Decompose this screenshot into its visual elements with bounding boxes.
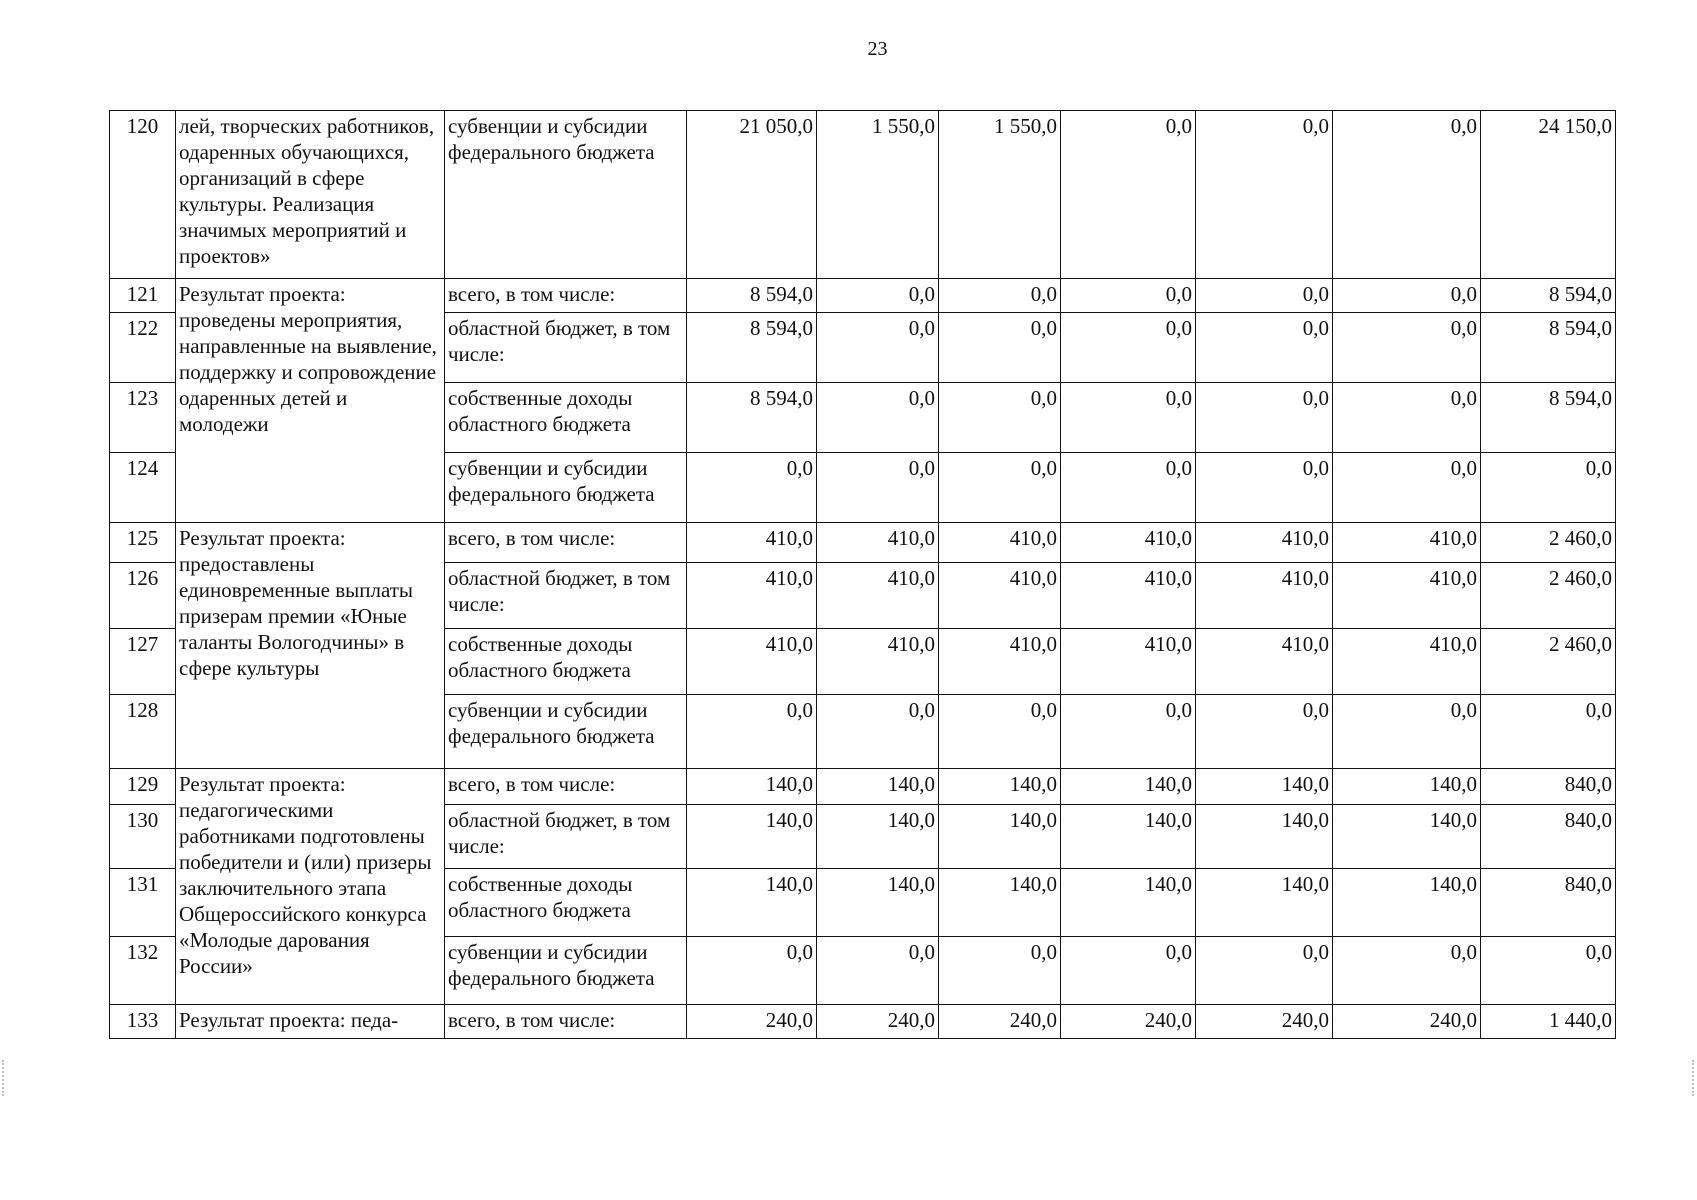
year-value: 0,0 [1196, 313, 1333, 383]
year-value: 0,0 [1196, 695, 1333, 769]
year-value: 410,0 [939, 629, 1061, 695]
year-value: 0,0 [1196, 453, 1333, 523]
year-value: 0,0 [1333, 279, 1481, 313]
year-value: 140,0 [1061, 769, 1196, 805]
year-value: 0,0 [1333, 937, 1481, 1005]
year-value: 140,0 [1196, 869, 1333, 937]
year-value: 410,0 [1061, 629, 1196, 695]
year-value: 0,0 [939, 313, 1061, 383]
year-value: 140,0 [1061, 805, 1196, 869]
total-value: 0,0 [1481, 695, 1616, 769]
year-value: 140,0 [817, 769, 939, 805]
year-value: 0,0 [1061, 453, 1196, 523]
total-value: 8 594,0 [1481, 279, 1616, 313]
year-value: 0,0 [1333, 313, 1481, 383]
row-number: 126 [110, 563, 176, 629]
row-number: 125 [110, 523, 176, 563]
year-value: 0,0 [817, 383, 939, 453]
year-value: 240,0 [1196, 1005, 1333, 1039]
year-value: 0,0 [817, 937, 939, 1005]
total-value: 0,0 [1481, 937, 1616, 1005]
row-number: 122 [110, 313, 176, 383]
year-value: 0,0 [1061, 695, 1196, 769]
year-value: 140,0 [939, 769, 1061, 805]
year-value: 0,0 [1333, 453, 1481, 523]
year-value: 410,0 [939, 563, 1061, 629]
year-value: 240,0 [817, 1005, 939, 1039]
year-value: 0,0 [1061, 937, 1196, 1005]
year-value: 140,0 [687, 869, 817, 937]
year-value: 140,0 [1333, 805, 1481, 869]
total-value: 840,0 [1481, 769, 1616, 805]
funding-source: субвенции и субсидии федерального бюджета [445, 937, 687, 1005]
year-value: 410,0 [817, 629, 939, 695]
year-value: 0,0 [939, 383, 1061, 453]
total-value: 8 594,0 [1481, 313, 1616, 383]
funding-source: субвенции и субсидии федерального бюджета [445, 453, 687, 523]
year-value: 410,0 [1196, 523, 1333, 563]
year-value: 410,0 [687, 523, 817, 563]
total-value: 24 150,0 [1481, 111, 1616, 279]
project-description: лей, творческих работников, одаренных обучающихся, организаций в сфере культуры. Реализация значимых мероприятий и проектов» [176, 111, 445, 279]
year-value: 8 594,0 [687, 279, 817, 313]
total-value: 2 460,0 [1481, 563, 1616, 629]
project-description: Результат проекта: проведены мероприятия, направленные на выявление, поддержку и сопровождение одаренных детей и молодежи [176, 279, 445, 523]
scan-mark-right [1692, 1060, 1696, 1096]
table-row [110, 111, 1616, 279]
table-row [110, 1005, 1616, 1039]
total-value: 840,0 [1481, 805, 1616, 869]
total-value: 2 460,0 [1481, 523, 1616, 563]
year-value: 140,0 [1196, 769, 1333, 805]
row-number: 128 [110, 695, 176, 769]
funding-source: всего, в том числе: [445, 1005, 687, 1039]
year-value: 140,0 [1196, 805, 1333, 869]
year-value: 0,0 [817, 453, 939, 523]
year-value: 410,0 [817, 563, 939, 629]
row-number: 124 [110, 453, 176, 523]
year-value: 0,0 [1196, 111, 1333, 279]
year-value: 410,0 [1061, 563, 1196, 629]
row-number: 133 [110, 1005, 176, 1039]
year-value: 410,0 [1333, 629, 1481, 695]
year-value: 140,0 [817, 805, 939, 869]
funding-source: собственные доходы областного бюджета [445, 869, 687, 937]
year-value: 0,0 [1061, 111, 1196, 279]
row-number: 131 [110, 869, 176, 937]
year-value: 0,0 [687, 937, 817, 1005]
year-value: 410,0 [1333, 523, 1481, 563]
funding-source: всего, в том числе: [445, 523, 687, 563]
year-value: 8 594,0 [687, 383, 817, 453]
row-number: 129 [110, 769, 176, 805]
year-value: 410,0 [817, 523, 939, 563]
budget-table [109, 110, 1616, 1039]
row-number: 121 [110, 279, 176, 313]
total-value: 0,0 [1481, 453, 1616, 523]
row-number: 120 [110, 111, 176, 279]
funding-source: собственные доходы областного бюджета [445, 383, 687, 453]
year-value: 140,0 [939, 805, 1061, 869]
year-value: 0,0 [1061, 279, 1196, 313]
year-value: 0,0 [1196, 279, 1333, 313]
year-value: 0,0 [939, 695, 1061, 769]
table-row [110, 523, 1616, 563]
project-description: Результат проекта: педа- [176, 1005, 445, 1039]
funding-source: всего, в том числе: [445, 279, 687, 313]
row-number: 123 [110, 383, 176, 453]
funding-source: областной бюджет, в том числе: [445, 805, 687, 869]
year-value: 0,0 [687, 453, 817, 523]
year-value: 0,0 [817, 695, 939, 769]
year-value: 410,0 [687, 629, 817, 695]
year-value: 21 050,0 [687, 111, 817, 279]
year-value: 0,0 [1061, 313, 1196, 383]
year-value: 140,0 [1333, 769, 1481, 805]
year-value: 0,0 [1333, 695, 1481, 769]
year-value: 410,0 [1061, 523, 1196, 563]
year-value: 1 550,0 [817, 111, 939, 279]
total-value: 2 460,0 [1481, 629, 1616, 695]
funding-source: субвенции и субсидии федерального бюджета [445, 111, 687, 279]
funding-source: субвенции и субсидии федерального бюджета [445, 695, 687, 769]
funding-source: всего, в том числе: [445, 769, 687, 805]
year-value: 1 550,0 [939, 111, 1061, 279]
year-value: 0,0 [817, 313, 939, 383]
year-value: 140,0 [939, 869, 1061, 937]
year-value: 410,0 [687, 563, 817, 629]
year-value: 0,0 [1333, 383, 1481, 453]
year-value: 140,0 [1061, 869, 1196, 937]
year-value: 0,0 [817, 279, 939, 313]
project-description: Результат проекта: педагогическими работниками подготовлены победители и (или) призеры заключительного этапа Общероссийского конкурса «Молодые дарования России» [176, 769, 445, 1005]
table-row [110, 279, 1616, 313]
year-value: 410,0 [939, 523, 1061, 563]
year-value: 240,0 [1333, 1005, 1481, 1039]
year-value: 8 594,0 [687, 313, 817, 383]
year-value: 0,0 [1061, 383, 1196, 453]
year-value: 140,0 [1333, 869, 1481, 937]
year-value: 0,0 [939, 453, 1061, 523]
year-value: 410,0 [1196, 563, 1333, 629]
funding-source: областной бюджет, в том числе: [445, 563, 687, 629]
year-value: 0,0 [1196, 937, 1333, 1005]
year-value: 240,0 [939, 1005, 1061, 1039]
total-value: 840,0 [1481, 869, 1616, 937]
page-number: 23 [867, 38, 888, 60]
year-value: 140,0 [817, 869, 939, 937]
row-number: 130 [110, 805, 176, 869]
year-value: 0,0 [1196, 383, 1333, 453]
year-value: 0,0 [939, 279, 1061, 313]
funding-source: областной бюджет, в том числе: [445, 313, 687, 383]
year-value: 140,0 [687, 805, 817, 869]
scan-mark-left [2, 1060, 6, 1096]
year-value: 0,0 [687, 695, 817, 769]
year-value: 0,0 [939, 937, 1061, 1005]
funding-source: собственные доходы областного бюджета [445, 629, 687, 695]
year-value: 140,0 [687, 769, 817, 805]
year-value: 240,0 [1061, 1005, 1196, 1039]
year-value: 410,0 [1196, 629, 1333, 695]
year-value: 410,0 [1333, 563, 1481, 629]
table-row [110, 769, 1616, 805]
total-value: 1 440,0 [1481, 1005, 1616, 1039]
row-number: 127 [110, 629, 176, 695]
year-value: 240,0 [687, 1005, 817, 1039]
year-value: 0,0 [1333, 111, 1481, 279]
row-number: 132 [110, 937, 176, 1005]
total-value: 8 594,0 [1481, 383, 1616, 453]
project-description: Результат проекта: предоставлены единовременные выплаты призерам премии «Юные таланты Вологодчины» в сфере культуры [176, 523, 445, 769]
